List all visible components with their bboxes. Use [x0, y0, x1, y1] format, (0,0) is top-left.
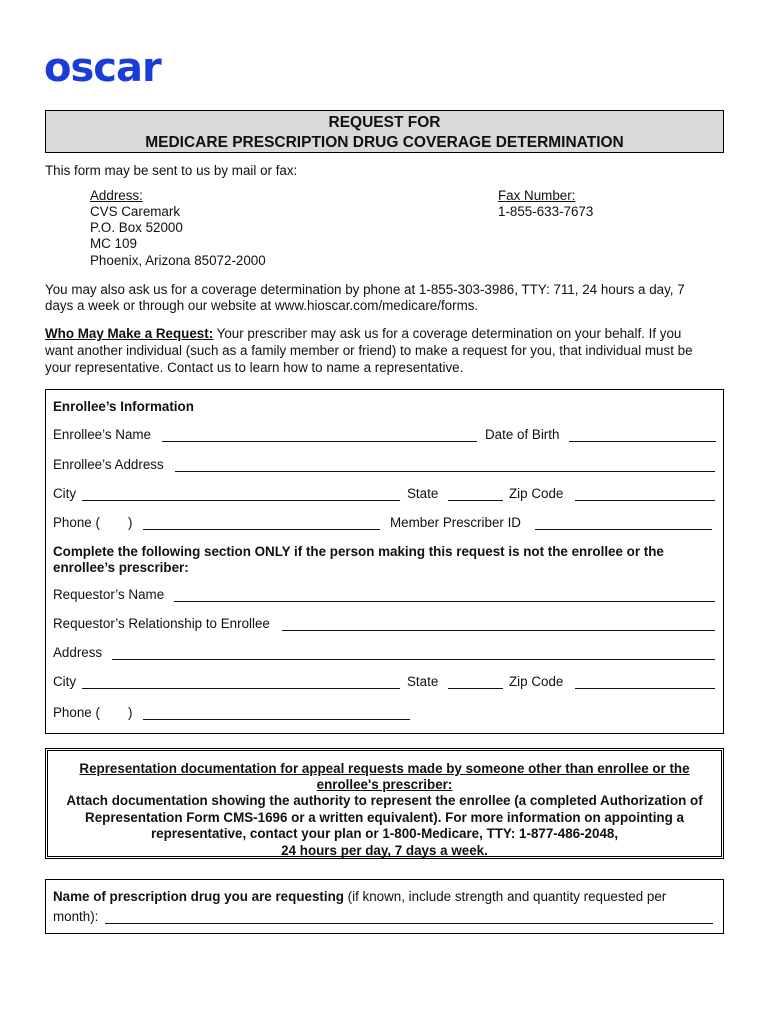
- member-id-label: Member Prescriber ID: [390, 515, 521, 530]
- enrollee-address-field[interactable]: [175, 457, 715, 472]
- requestor-state-label: State: [407, 674, 439, 689]
- oscar-logo: oscar: [44, 45, 161, 91]
- representation-heading-2: enrollee's prescriber:: [316, 777, 453, 792]
- address-line: CVS Caremark: [90, 204, 181, 219]
- drug-name-label-line: [53, 889, 666, 904]
- requestor-city-field[interactable]: [82, 674, 400, 689]
- drug-name-field[interactable]: [105, 909, 713, 924]
- dob-field[interactable]: [569, 427, 716, 442]
- enrollee-name-field[interactable]: [162, 427, 477, 442]
- requestor-name-label: Requestor’s Name: [53, 587, 165, 602]
- drug-name-hint: (if known, include strength and quantity requested per: [343, 889, 667, 904]
- drug-name-label: Name of prescription drug you are requesting: [53, 889, 344, 904]
- requestor-note-line-1: Complete the following section ONLY if the person making this request is not the enrollee or the: [53, 544, 664, 559]
- address-heading: Address:: [90, 188, 143, 203]
- state-field[interactable]: [448, 486, 503, 501]
- representation-line-3: representative, contact your plan or 1-800-Medicare, TTY: 1-877-486-2048,: [150, 826, 619, 841]
- address-line: MC 109: [90, 236, 137, 251]
- address-line: Phoenix, Arizona 85072-2000: [90, 253, 266, 268]
- member-id-field[interactable]: [535, 515, 712, 530]
- who-may-label: Who May Make a Request:: [45, 326, 214, 341]
- phone-info-line-2: days a week or through our website at www.hioscar.com/medicare/forms.: [45, 298, 479, 313]
- requestor-phone-field[interactable]: [143, 705, 410, 720]
- requestor-note-line-2: enrollee’s prescriber:: [53, 560, 189, 575]
- who-may-line-2: want another individual (such as a family member or friend) to make a request for you, that individual must be: [45, 343, 693, 358]
- requestor-state-field[interactable]: [448, 674, 503, 689]
- requestor-zip-field[interactable]: [575, 674, 715, 689]
- representation-line-1: Attach documentation showing the authority to represent the enrollee (a completed Authorization of: [66, 793, 703, 808]
- enrollee-address-label: Enrollee’s Address: [53, 457, 164, 472]
- phone-label: Phone (: [53, 515, 100, 530]
- representation-heading-1: Representation documentation for appeal requests made by someone other than enrollee or the: [79, 761, 690, 776]
- fax-heading: Fax Number:: [498, 188, 576, 203]
- dob-label: Date of Birth: [485, 427, 560, 442]
- phone-field[interactable]: [143, 515, 380, 530]
- requestor-address-field[interactable]: [112, 645, 715, 660]
- requestor-relationship-field[interactable]: [282, 616, 715, 631]
- drug-month-label: month):: [53, 909, 99, 924]
- city-field[interactable]: [82, 486, 400, 501]
- title-line-1: REQUEST FOR: [328, 114, 441, 131]
- requestor-zip-label: Zip Code: [509, 674, 564, 689]
- zip-label: Zip Code: [509, 486, 564, 501]
- requestor-phone-paren: ): [128, 705, 133, 720]
- representation-line-4: 24 hours per day, 7 days a week.: [281, 843, 488, 858]
- zip-field[interactable]: [575, 486, 715, 501]
- who-may-line-3: your representative. Contact us to learn how to name a representative.: [45, 360, 464, 375]
- requestor-city-label: City: [53, 674, 77, 689]
- phone-info-line-1: You may also ask us for a coverage determination by phone at 1-855-303-3986, TTY: 711, 24 hours a day, 7: [45, 282, 685, 297]
- fax-number: 1-855-633-7673: [498, 204, 594, 219]
- phone-paren: ): [128, 515, 133, 530]
- enrollee-heading: Enrollee’s Information: [53, 399, 194, 414]
- who-may-text: Your prescriber may ask us for a coverage determination on your behalf. If you: [213, 326, 682, 341]
- who-may-line-1: [45, 326, 681, 341]
- drug-name-box: [45, 879, 724, 934]
- representation-line-2: Representation Form CMS-1696 or a written equivalent). For more information on appointing a: [85, 810, 684, 825]
- state-label: State: [407, 486, 439, 501]
- requestor-name-field[interactable]: [174, 587, 715, 602]
- title-line-2: MEDICARE PRESCRIPTION DRUG COVERAGE DETERMINATION: [145, 134, 624, 151]
- form-title: [45, 110, 724, 153]
- requestor-phone-label: Phone (: [53, 705, 100, 720]
- requestor-address-label: Address: [53, 645, 103, 660]
- enrollee-name-label: Enrollee’s Name: [53, 427, 151, 442]
- requestor-relationship-label: Requestor’s Relationship to Enrollee: [53, 616, 270, 631]
- city-label: City: [53, 486, 77, 501]
- intro-text: This form may be sent to us by mail or fax:: [45, 163, 298, 178]
- address-line: P.O. Box 52000: [90, 220, 183, 235]
